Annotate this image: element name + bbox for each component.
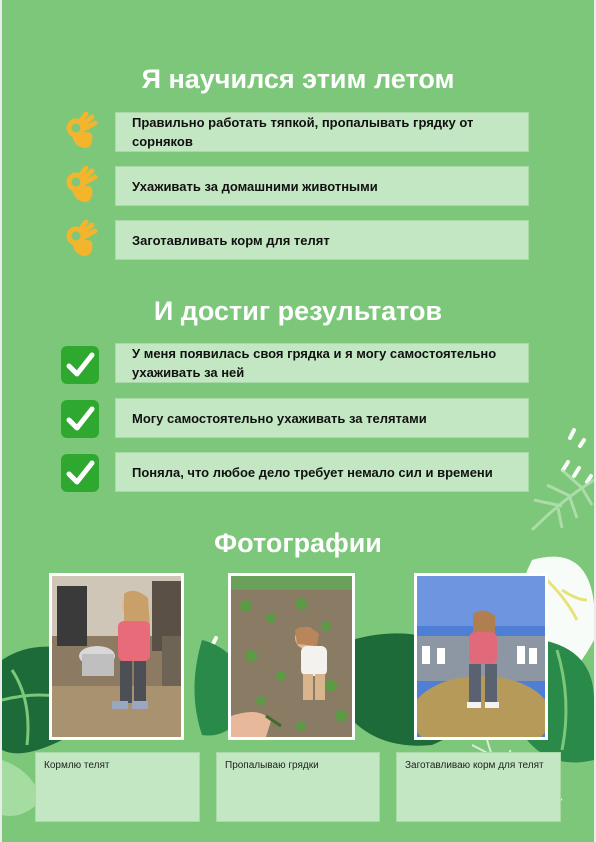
ok-hand-icon — [62, 112, 102, 152]
photo-caption-3: Заготавливаю корм для телят — [396, 752, 561, 822]
result-item-1: У меня появилась своя грядка и я могу самостоятельно ухаживать за ней — [115, 343, 529, 383]
page — [2, 0, 594, 842]
section2-title: И достиг результатов — [153, 296, 443, 326]
ok-hand-icon — [62, 220, 102, 260]
photo-weeding — [228, 573, 355, 740]
result-item-2: Могу самостоятельно ухаживать за телятами — [115, 398, 529, 438]
result-item-3: Поняла, что любое дело требует немало сил и времени — [115, 452, 529, 492]
photos-title: Фотографии — [214, 528, 382, 558]
photo-feeding-calves — [49, 573, 184, 740]
check-mark-icon — [60, 453, 100, 493]
photo-caption-2: Пропалываю грядки — [216, 752, 380, 822]
check-mark-icon — [60, 345, 100, 385]
ok-hand-icon — [62, 166, 102, 206]
photo-hay — [414, 573, 548, 740]
check-mark-icon — [60, 399, 100, 439]
learned-item-2: Ухаживать за домашними животными — [115, 166, 529, 206]
learned-item-3: Заготавливать корм для телят — [115, 220, 529, 260]
learned-item-1: Правильно работать тяпкой, пропалывать грядку от сорняков — [115, 112, 529, 152]
photo-caption-1: Кормлю телят — [35, 752, 200, 822]
section1-title: Я научился этим летом — [141, 64, 455, 94]
